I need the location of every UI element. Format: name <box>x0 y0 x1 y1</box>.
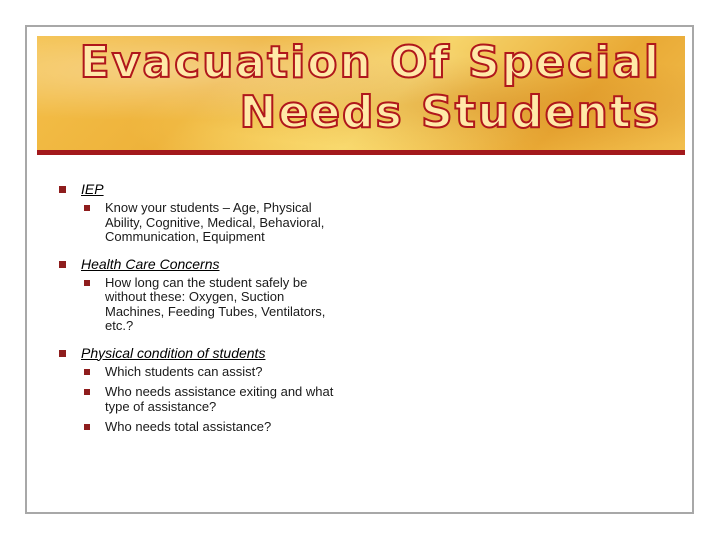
title-banner <box>37 36 685 150</box>
bullet-iep <box>56 180 656 245</box>
sub-item <box>81 365 345 380</box>
square-bullet-icon <box>84 205 90 211</box>
square-bullet-icon <box>84 280 90 286</box>
sub-item-text: Who needs assistance exiting and what type of assistance? <box>105 384 334 414</box>
bullet-list <box>56 180 656 445</box>
sub-item <box>81 201 345 245</box>
bullet-heading: Health Care Concerns <box>81 255 220 272</box>
bullet-health-care <box>56 255 656 334</box>
bullet-heading: Physical condition of students <box>81 344 266 361</box>
sub-item-text: Who needs total assistance? <box>105 419 272 434</box>
sub-list <box>81 276 656 334</box>
square-bullet-icon <box>84 389 90 395</box>
sub-list <box>81 365 656 435</box>
title-line-1: Evacuation Of Special <box>79 37 661 88</box>
square-bullet-icon <box>59 350 66 357</box>
sub-item <box>81 276 345 334</box>
square-bullet-icon <box>84 424 90 430</box>
banner-underline <box>37 150 685 155</box>
square-bullet-icon <box>59 261 66 268</box>
square-bullet-icon <box>59 186 66 193</box>
sub-list <box>81 201 656 245</box>
sub-item-text: Know your students – Age, Physical Ability, Cognitive, Medical, Behavioral, Communication, Equipment <box>105 200 325 244</box>
sub-item <box>81 420 345 435</box>
bullet-physical-condition <box>56 344 656 435</box>
sub-item-text: How long can the student safely be without these: Oxygen, Suction Machines, Feeding Tubes, Ventilators, etc.? <box>105 274 326 333</box>
sub-item <box>81 385 345 414</box>
slide-title <box>80 38 661 138</box>
square-bullet-icon <box>84 369 90 375</box>
sub-item-text: Which students can assist? <box>105 363 263 379</box>
bullet-heading: IEP <box>81 181 104 197</box>
title-line-2: Needs Students <box>239 87 661 138</box>
